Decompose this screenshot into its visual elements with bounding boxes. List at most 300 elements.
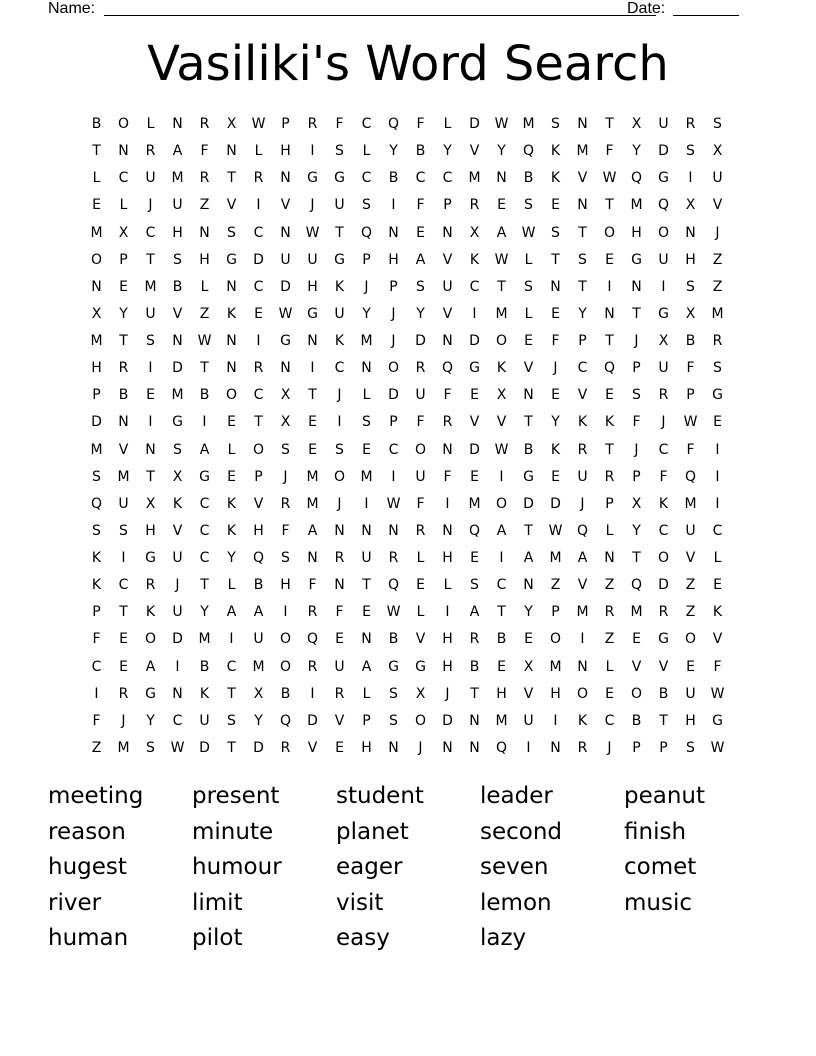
grid-letter: Z [712, 278, 723, 295]
word-list-item: music [624, 889, 693, 916]
grid-letter: D [280, 278, 291, 295]
grid-letter: D [550, 495, 561, 512]
grid-letter: W [602, 170, 617, 187]
grid-letter: B [523, 441, 534, 458]
grid-letter: L [416, 604, 425, 621]
grid-letter: B [199, 658, 210, 675]
grid-letter: M [684, 495, 697, 512]
grid-letter: E [605, 251, 614, 268]
grid-letter: F [686, 360, 695, 377]
grid-letter: S [173, 441, 182, 458]
grid-letter: L [605, 522, 614, 539]
grid-letter: J [553, 360, 558, 377]
grid-letter: H [388, 251, 399, 268]
grid-letter: C [604, 712, 615, 729]
grid-letter: A [496, 224, 507, 241]
grid-letter: T [551, 251, 560, 268]
grid-letter: P [578, 333, 587, 349]
word-list-item: student [336, 783, 424, 809]
grid-letter: L [254, 143, 263, 160]
grid-letter: B [523, 170, 534, 187]
grid-letter: K [91, 577, 102, 594]
grid-letter: G [307, 305, 318, 322]
grid-letter: N [199, 224, 210, 241]
word-list-item: river [48, 889, 102, 916]
grid-letter: V [712, 197, 723, 214]
grid-letter: S [119, 522, 128, 539]
grid-letter: Y [632, 522, 641, 539]
grid-letter: V [523, 360, 534, 377]
grid-letter: M [360, 468, 373, 485]
grid-letter: O [225, 387, 238, 404]
grid-letter: Z [91, 739, 102, 756]
grid-letter: V [118, 441, 129, 458]
grid-letter: N [91, 278, 102, 295]
grid-letter: C [496, 577, 507, 594]
grid-letter: R [469, 197, 480, 214]
grid-letter: G [307, 170, 318, 187]
grid-letter: V [442, 251, 453, 268]
grid-letter: D [172, 631, 183, 648]
grid-letter: I [526, 739, 531, 756]
grid-letter: S [281, 441, 290, 458]
grid-letter: P [605, 495, 614, 512]
grid-letter: R [604, 468, 615, 485]
grid-letter: X [226, 116, 237, 132]
grid-letter: S [92, 522, 101, 539]
grid-letter: N [469, 712, 480, 729]
grid-letter: E [524, 631, 533, 648]
grid-letter: M [198, 631, 211, 648]
grid-letter: R [145, 143, 156, 160]
grid-letter: V [523, 685, 534, 702]
grid-letter: N [307, 550, 318, 566]
grid-letter: B [658, 685, 669, 702]
grid-letter: F [92, 631, 101, 648]
grid-letter: U [685, 685, 696, 702]
grid-letter: T [227, 170, 236, 187]
grid-letter: Q [90, 495, 103, 512]
grid-letter: M [144, 278, 157, 295]
grid-letter: U [280, 251, 291, 268]
grid-letter: P [551, 604, 560, 621]
grid-letter: U [361, 550, 372, 566]
grid-letter: G [334, 170, 345, 187]
grid-letter: N [631, 278, 642, 295]
grid-letter: M [171, 170, 184, 187]
grid-letter: L [227, 441, 236, 458]
grid-letter: N [523, 577, 534, 594]
grid-letter: D [199, 739, 210, 756]
grid-letter: G [658, 170, 669, 187]
page-title: Vasiliki's Word Search [147, 36, 669, 92]
grid-letter: C [253, 278, 264, 295]
grid-letter: I [580, 631, 585, 648]
grid-letter: X [280, 387, 291, 404]
grid-letter: W [494, 251, 509, 268]
grid-letter: E [335, 631, 344, 648]
grid-letter: F [416, 197, 425, 214]
grid-letter: S [578, 251, 587, 268]
grid-letter: G [280, 333, 291, 349]
grid-letter: O [279, 658, 292, 675]
grid-letter: N [280, 170, 291, 187]
grid-letter: Y [416, 305, 425, 322]
grid-letter: Q [468, 522, 481, 539]
grid-letter: G [226, 251, 237, 268]
grid-letter: I [256, 333, 261, 349]
grid-letter: L [524, 305, 533, 322]
grid-letter: U [442, 278, 453, 295]
grid-letter: T [200, 360, 209, 377]
grid-letter: Z [604, 577, 615, 594]
grid-letter: X [172, 468, 183, 485]
grid-letter: X [91, 305, 102, 322]
grid-letter: B [496, 631, 507, 648]
grid-letter: U [523, 712, 534, 729]
grid-letter: T [119, 604, 128, 621]
grid-letter: R [415, 522, 426, 539]
grid-letter: C [199, 495, 210, 512]
grid-letter: P [92, 604, 101, 621]
grid-letter: G [415, 658, 426, 675]
grid-letter: H [550, 685, 561, 702]
grid-letter: F [416, 116, 425, 132]
grid-letter: K [550, 441, 561, 458]
grid-letter: N [604, 550, 615, 566]
grid-letter: V [577, 170, 588, 187]
grid-letter: L [443, 116, 452, 132]
word-list-item: hugest [48, 854, 127, 880]
grid-letter: M [711, 305, 724, 322]
grid-letter: T [605, 197, 614, 214]
grid-letter: G [658, 631, 669, 648]
grid-letter: C [442, 170, 453, 187]
grid-letter: G [388, 658, 399, 675]
grid-letter: J [418, 739, 423, 756]
grid-letter: M [468, 170, 481, 187]
grid-letter: N [496, 170, 507, 187]
grid-letter: K [172, 495, 183, 512]
grid-letter: C [658, 522, 669, 539]
grid-letter: H [91, 360, 102, 377]
grid-letter: S [173, 251, 182, 268]
word-list-item: limit [192, 889, 243, 916]
grid-letter: E [335, 739, 344, 756]
grid-letter: R [577, 441, 588, 458]
grid-letter: K [334, 278, 345, 295]
grid-letter: A [307, 522, 318, 539]
grid-letter: S [92, 468, 101, 485]
grid-letter: L [605, 658, 614, 675]
grid-letter: U [172, 604, 183, 621]
grid-letter: E [605, 685, 614, 702]
grid-letter: S [335, 441, 344, 458]
grid-letter: G [631, 251, 642, 268]
grid-letter: E [551, 197, 560, 214]
word-list-item: present [192, 783, 280, 809]
grid-letter: J [607, 739, 612, 756]
grid-letter: N [550, 278, 561, 295]
word-list-item: visit [336, 889, 384, 916]
grid-letter: P [281, 116, 290, 132]
grid-letter: Q [630, 170, 643, 187]
header [48, 0, 740, 20]
grid-letter: N [361, 631, 372, 648]
grid-letter: R [280, 495, 291, 512]
grid-letter: I [256, 197, 261, 214]
grid-letter: I [121, 550, 126, 566]
grid-letter: R [307, 658, 318, 675]
grid-letter: O [549, 631, 562, 648]
grid-letter: J [121, 712, 126, 729]
grid-letter: T [335, 224, 344, 241]
grid-letter: N [577, 116, 588, 132]
grid-letter: E [713, 577, 722, 594]
grid-letter: M [117, 739, 130, 756]
grid-letter: P [632, 739, 641, 756]
grid-letter: S [524, 197, 533, 214]
grid-letter: T [578, 224, 587, 241]
word-list-item: peanut [624, 783, 706, 809]
grid-letter: T [524, 522, 533, 539]
grid-letter: X [685, 305, 696, 322]
grid-letter: L [362, 685, 371, 702]
grid-letter: K [145, 604, 156, 621]
grid-letter: J [445, 685, 450, 702]
grid-letter: T [578, 278, 587, 295]
grid-letter: I [472, 305, 477, 322]
grid-letter: G [334, 251, 345, 268]
grid-letter: L [443, 577, 452, 594]
grid-letter: Y [119, 305, 128, 322]
word-list-item: second [480, 818, 563, 845]
grid-letter: U [415, 468, 426, 485]
grid-letter: O [279, 631, 292, 648]
grid-letter: J [175, 577, 180, 594]
grid-letter: I [715, 495, 720, 512]
grid-letter: X [685, 197, 696, 214]
grid-letter: Q [495, 739, 508, 756]
grid-letter: N [361, 360, 372, 377]
grid-letter: S [686, 739, 695, 756]
word-list-item: finish [624, 818, 687, 845]
name-blank-line [104, 15, 656, 16]
grid-letter: U [658, 360, 669, 377]
grid-letter: D [388, 387, 399, 404]
grid-letter: E [362, 604, 371, 621]
grid-letter: W [386, 495, 401, 512]
grid-letter: O [495, 495, 508, 512]
grid-letter: L [362, 143, 371, 160]
grid-letter: L [713, 550, 722, 566]
grid-letter: D [172, 360, 183, 377]
grid-letter: J [634, 333, 639, 349]
grid-letter: S [389, 712, 398, 729]
grid-letter: T [470, 685, 479, 702]
grid-letter: M [630, 604, 643, 621]
grid-letter: Y [524, 604, 533, 621]
grid-letter: E [146, 387, 155, 404]
grid-letter: U [415, 387, 426, 404]
grid-letter: B [469, 658, 480, 675]
grid-letter: N [442, 224, 453, 241]
grid-letter: Q [387, 577, 400, 594]
grid-letter: J [391, 333, 396, 349]
word-list-item: humour [192, 854, 282, 880]
grid-letter: U [685, 522, 696, 539]
grid-letter: Y [443, 143, 452, 160]
grid-letter: I [391, 197, 396, 214]
word-list-item: comet [624, 854, 697, 880]
grid-letter: R [604, 604, 615, 621]
grid-letter: A [172, 143, 183, 160]
grid-letter: I [310, 143, 315, 160]
grid-letter: S [389, 685, 398, 702]
grid-letter: M [495, 305, 508, 322]
grid-letter: E [713, 414, 722, 431]
grid-letter: G [712, 387, 723, 404]
grid-letter: T [200, 577, 209, 594]
word-list-item: easy [336, 925, 390, 951]
grid-letter: U [253, 631, 264, 648]
grid-letter: G [523, 468, 534, 485]
grid-letter: E [227, 468, 236, 485]
grid-letter: J [283, 468, 288, 485]
grid-letter: N [388, 224, 399, 241]
grid-letter: W [386, 604, 401, 621]
grid-letter: R [334, 550, 345, 566]
grid-letter: X [712, 143, 723, 160]
grid-letter: A [145, 658, 156, 675]
grid-letter: R [199, 170, 210, 187]
grid-letter: C [199, 522, 210, 539]
grid-letter: N [388, 739, 399, 756]
grid-letter: N [577, 658, 588, 675]
grid-letter: M [90, 224, 103, 241]
grid-letter: M [117, 468, 130, 485]
grid-letter: J [337, 495, 342, 512]
grid-letter: S [524, 278, 533, 295]
grid-letter: W [278, 305, 293, 322]
grid-letter: T [524, 414, 533, 431]
grid-letter: H [172, 224, 183, 241]
grid-letter: T [362, 577, 371, 594]
grid-letter: I [715, 468, 720, 485]
grid-letter: Q [279, 712, 292, 729]
grid-letter: M [306, 495, 319, 512]
grid-letter: K [604, 414, 615, 431]
grid-letter: K [550, 143, 561, 160]
grid-letter: O [630, 685, 643, 702]
grid-letter: L [146, 116, 155, 132]
grid-letter: E [92, 197, 101, 214]
grid-letter: V [442, 305, 453, 322]
grid-letter: C [91, 658, 102, 675]
grid-letter: H [145, 522, 156, 539]
grid-letter: C [658, 441, 669, 458]
grid-letter: F [443, 387, 452, 404]
grid-letter: T [119, 333, 128, 349]
grid-letter: R [253, 170, 264, 187]
word-list-item: lemon [480, 889, 552, 916]
grid-letter: E [551, 468, 560, 485]
grid-letter: M [549, 658, 562, 675]
grid-letter: O [414, 712, 427, 729]
grid-letter: A [469, 604, 480, 621]
grid-letter: E [551, 305, 560, 322]
grid-letter: K [199, 685, 210, 702]
grid-letter: O [333, 468, 346, 485]
grid-letter: V [415, 631, 426, 648]
grid-letter: B [253, 577, 264, 594]
grid-letter: P [92, 387, 101, 404]
grid-letter: X [631, 495, 642, 512]
grid-letter: N [226, 143, 237, 160]
word-list-item: seven [480, 854, 549, 880]
grid-letter: K [577, 712, 588, 729]
grid-letter: Y [200, 604, 209, 621]
grid-letter: Z [604, 631, 615, 648]
grid-letter: Q [576, 522, 589, 539]
grid-letter: E [524, 333, 533, 349]
grid-letter: V [496, 414, 507, 431]
grid-letter: R [118, 360, 129, 377]
grid-letter: N [550, 739, 561, 756]
grid-letter: X [280, 414, 291, 431]
grid-letter: D [469, 333, 480, 349]
grid-letter: I [283, 604, 288, 621]
grid-letter: L [200, 278, 209, 295]
grid-letter: N [118, 143, 129, 160]
grid-letter: H [361, 739, 372, 756]
grid-letter: N [469, 739, 480, 756]
grid-letter: K [550, 170, 561, 187]
grid-letter: W [494, 116, 509, 132]
grid-letter: K [226, 305, 237, 322]
grid-letter: Q [684, 468, 697, 485]
grid-letter: C [172, 712, 183, 729]
grid-letter: V [253, 495, 264, 512]
grid-letter: K [91, 550, 102, 566]
grid-letter: R [577, 739, 588, 756]
grid-letter: E [470, 550, 479, 566]
grid-letter: V [307, 739, 318, 756]
word-list [48, 779, 768, 957]
grid-letter: N [361, 522, 372, 539]
grid-letter: F [416, 414, 425, 431]
grid-letter: U [199, 712, 210, 729]
grid-letter: E [416, 224, 425, 241]
grid-letter: C [577, 360, 588, 377]
grid-letter: A [361, 658, 372, 675]
grid-letter: F [713, 658, 722, 675]
grid-letter: B [388, 631, 399, 648]
grid-letter: T [497, 604, 506, 621]
grid-letter: U [145, 170, 156, 187]
grid-letter: Y [362, 305, 371, 322]
grid-letter: Q [441, 360, 454, 377]
grid-letter: I [607, 278, 612, 295]
grid-letter: S [686, 278, 695, 295]
grid-letter: M [252, 658, 265, 675]
grid-letter: J [310, 197, 315, 214]
grid-letter: W [305, 224, 320, 241]
grid-letter: E [119, 631, 128, 648]
grid-letter: T [497, 278, 506, 295]
grid-letter: M [90, 441, 103, 458]
grid-letter: L [92, 170, 101, 187]
